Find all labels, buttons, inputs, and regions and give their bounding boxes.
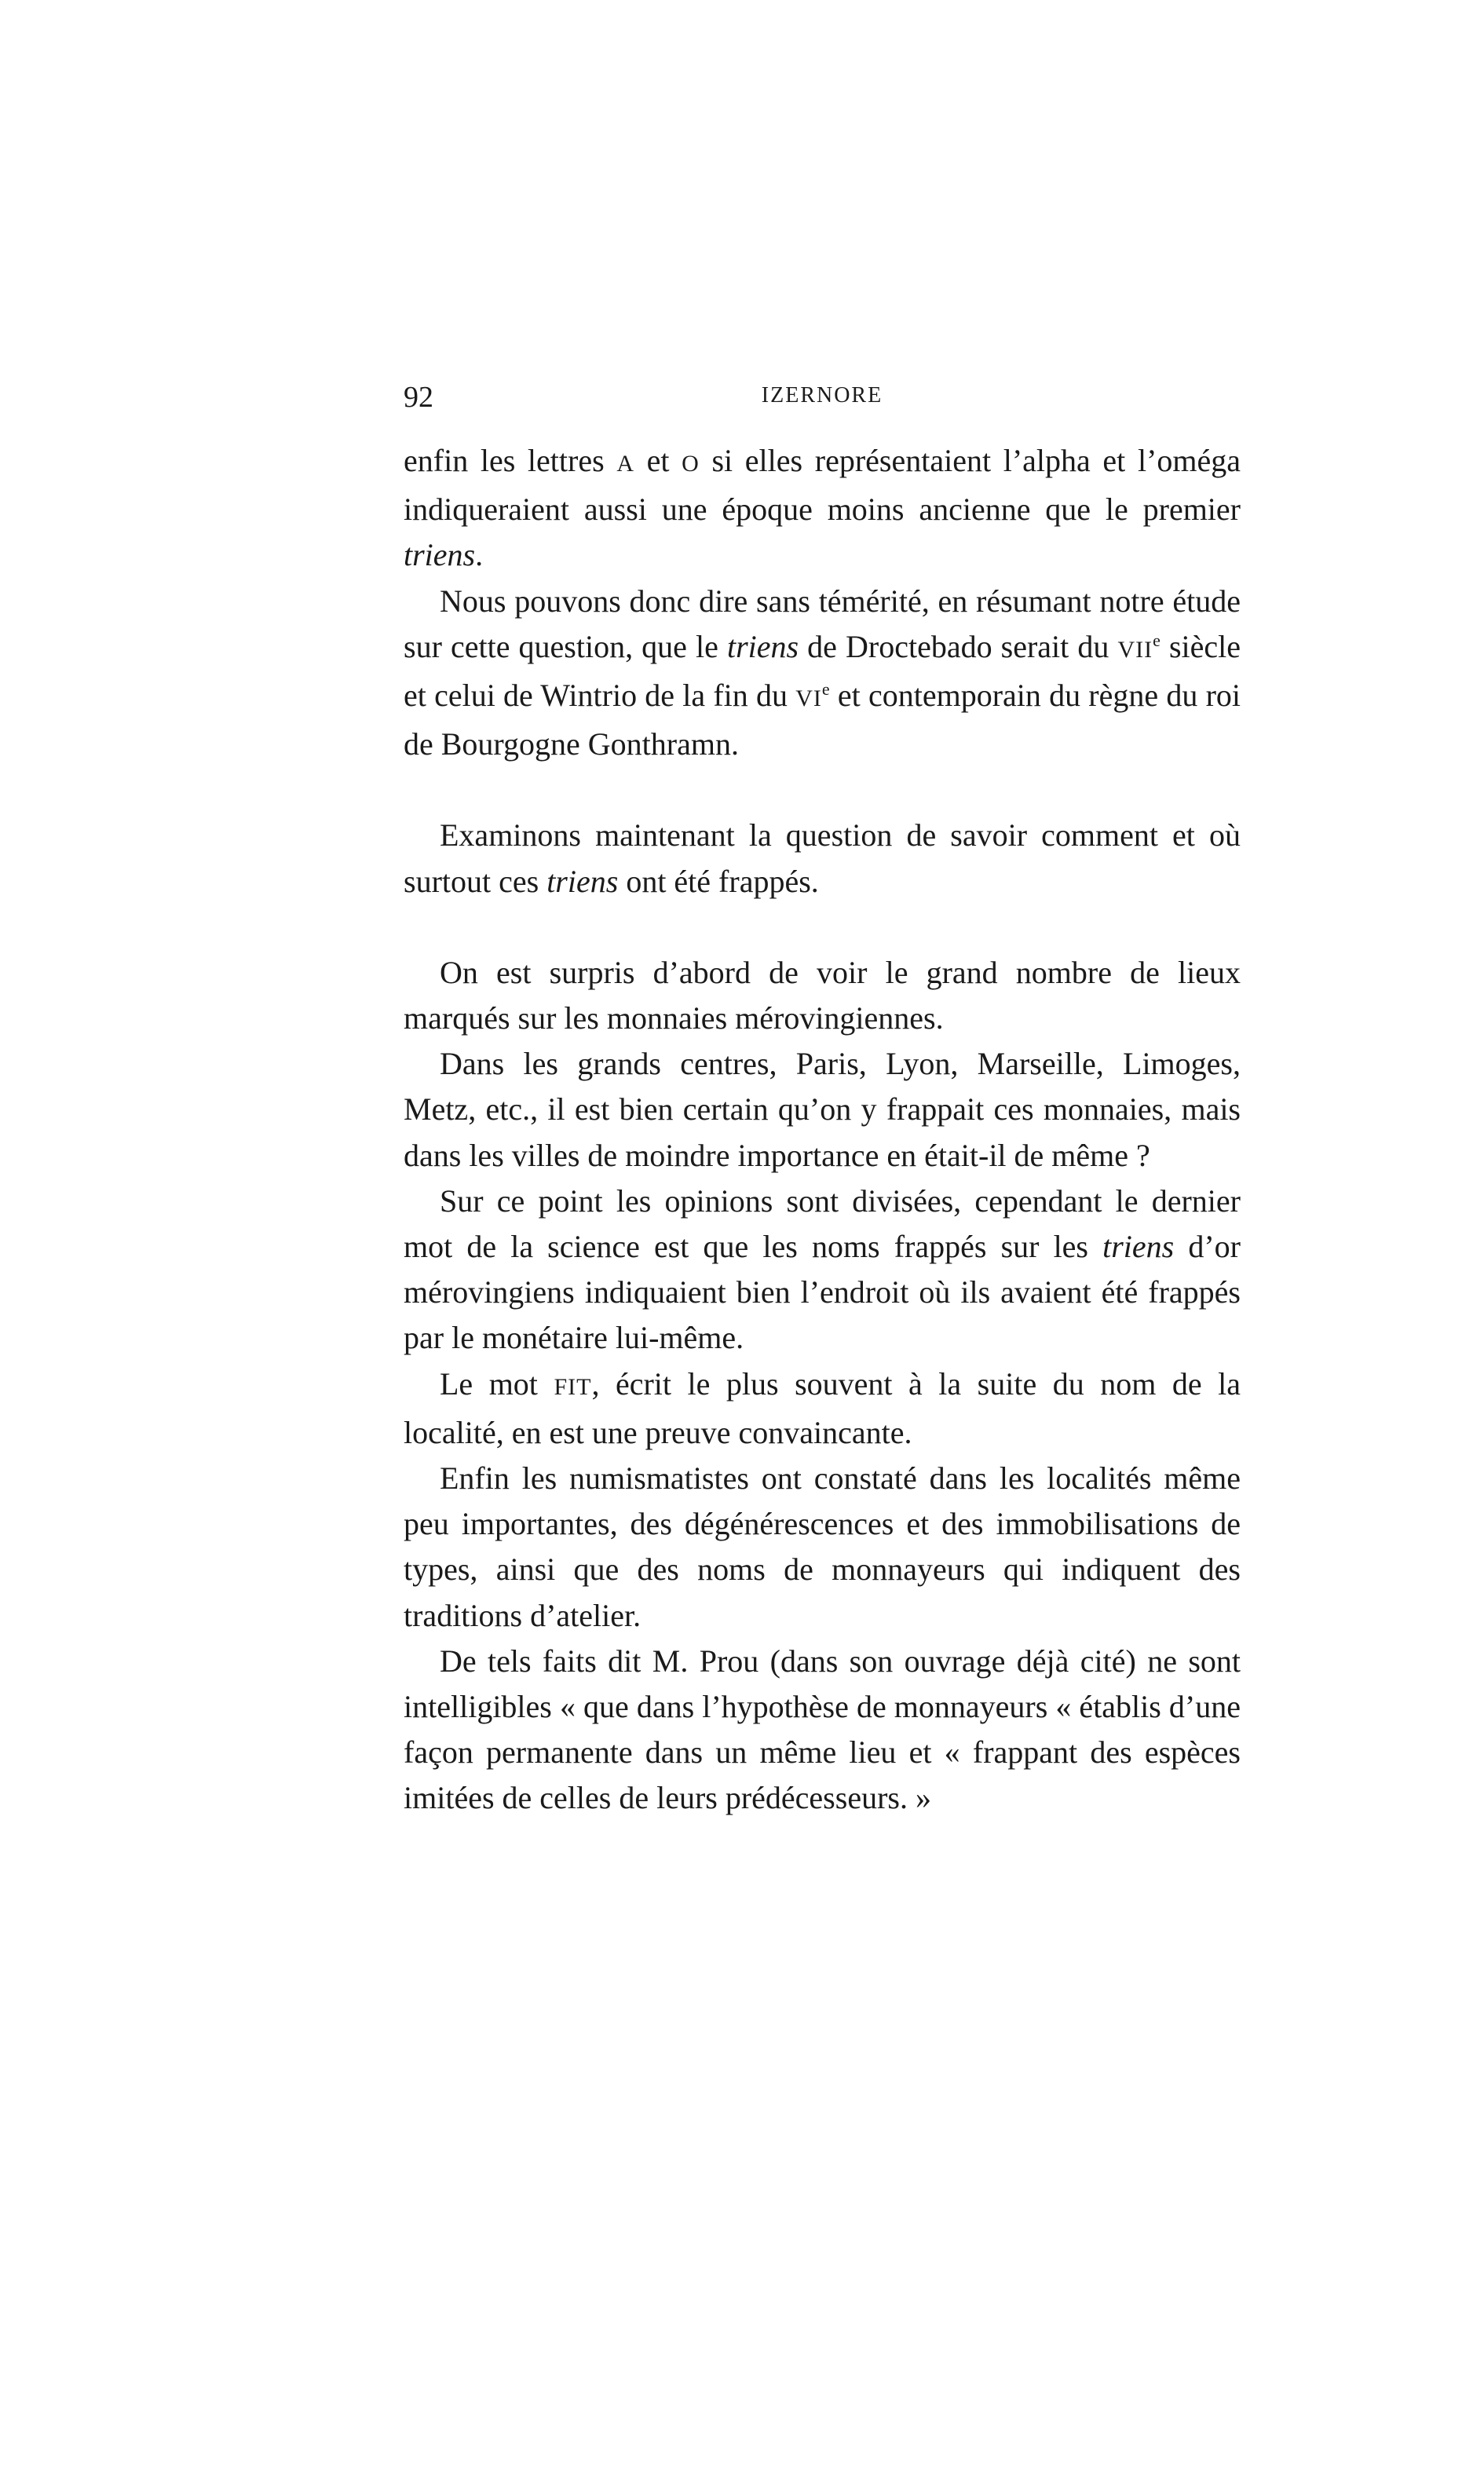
paragraph-9: De tels faits dit M. Prou (dans son ouvrage déjà cité) ne sont intelligibles « que dans l’hypothèse de monnayeurs « établis d’une façon permanente dans un même lieu et « frappant des espèces imitées de celles de leurs prédécesseurs. » — [404, 1643, 1241, 1816]
letter-alpha: A — [616, 451, 634, 477]
paragraph-1: enfin les lettres A et O si elles représentaient l’alpha et l’oméga indiqueraient aussi une époque moins ancienne que le premier triens. — [404, 443, 1241, 573]
running-title: IZERNORE — [761, 383, 883, 408]
letter-omega: O — [682, 451, 700, 477]
paragraph-3: Examinons maintenant la question de savoir comment et où surtout ces triens ont été frappés. — [404, 817, 1241, 899]
italic-term: triens — [1102, 1229, 1175, 1265]
ordinal-suffix: e — [821, 679, 830, 700]
body-text — [404, 438, 1241, 1822]
ordinal-suffix: e — [1153, 630, 1161, 650]
paragraph-8: Enfin les numismatistes ont constaté dans les localités même peu importantes, des dégénérescences et des immobilisations de types, ainsi que des noms de monnayeurs qui indiquent des traditions d’atelier. — [404, 1460, 1241, 1633]
paragraph-5: Dans les grands centres, Paris, Lyon, Marseille, Limoges, Metz, etc., il est bien certain qu’on y frappait ces monnaies, mais dans les villes de moindre importance en était-il de même ? — [404, 1046, 1241, 1173]
italic-term: triens — [726, 628, 799, 664]
century-numeral: VII — [1117, 636, 1153, 663]
paragraph-4: On est surpris d’abord de voir le grand nombre de lieux marqués sur les monnaies mérovingiennes. — [404, 954, 1241, 1036]
page-number: 92 — [404, 381, 433, 414]
paragraph-7: Le mot FIT, écrit le plus souvent à la suite du nom de la localité, en est une preuve convaincante. — [404, 1365, 1241, 1450]
century-numeral: VI — [795, 685, 822, 712]
paragraph-2: Nous pouvons donc dire sans témérité, en résumant notre étude sur cette question, que le triens de Droctebado serait du VIIe siècle et celui de Wintrio de la fin du VIe et contemporain du règne du roi de Bourgogne Gonthramn. — [404, 583, 1241, 762]
small-caps-word: FIT — [554, 1373, 592, 1400]
italic-term: triens — [546, 863, 619, 899]
italic-term: triens — [404, 537, 476, 573]
page-header — [404, 380, 1241, 419]
paragraph-6: Sur ce point les opinions sont divisées, cependant le dernier mot de la science est que les noms frappés sur les triens d’or mérovingiens indiquaient bien l’endroit où ils avaient été frappés par le monétaire lui-même. — [404, 1182, 1241, 1356]
